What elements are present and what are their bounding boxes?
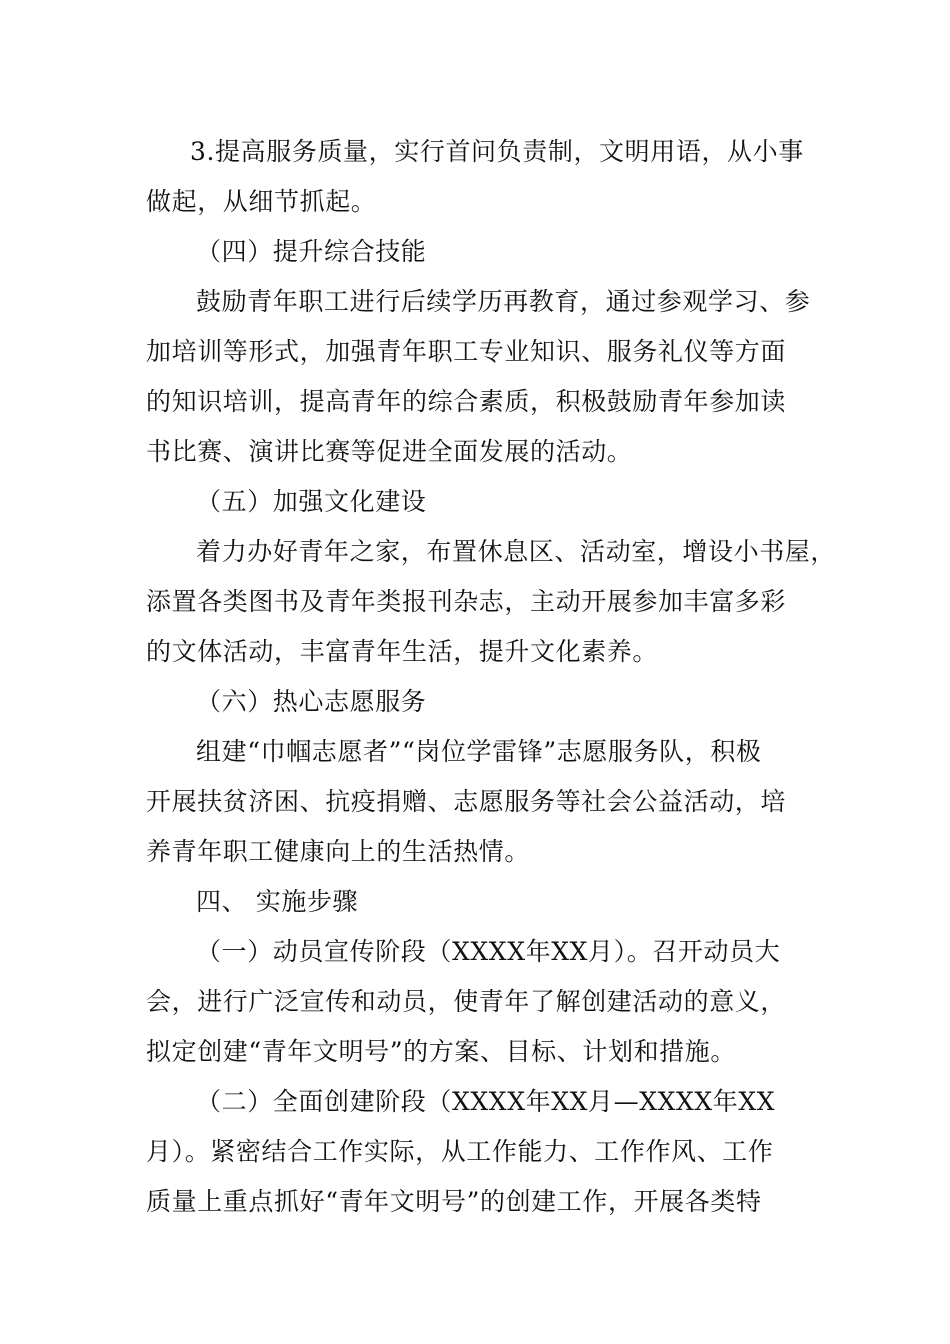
- paragraph-line: 会，进行广泛宣传和动员，使青年了解创建活动的意义，: [146, 987, 787, 1016]
- section-heading: 四、 实施步骤: [196, 887, 359, 916]
- paragraph-line: （二）全面创建阶段（XXXX年XX月—XXXX年XX: [196, 1087, 776, 1116]
- paragraph-line: 着力办好青年之家，布置休息区、活动室，增设小书屋，: [196, 537, 837, 566]
- paragraph-line: 添置各类图书及青年类报刊杂志，主动开展参加丰富多彩: [146, 587, 787, 616]
- paragraph-line: 月）。紧密结合工作实际，从工作能力、工作作风、工作: [146, 1137, 774, 1166]
- paragraph-line: 鼓励青年职工进行后续学历再教育，通过参观学习、参: [196, 287, 811, 316]
- paragraph-line: 开展扶贫济困、抗疫捐赠、志愿服务等社会公益活动，培: [146, 787, 787, 816]
- paragraph-line: 做起，从细节抓起。: [146, 187, 377, 216]
- paragraph-line: 书比赛、演讲比赛等促进全面发展的活动。: [146, 437, 633, 466]
- paragraph-line: 养青年职工健康向上的生活热情。: [146, 837, 531, 866]
- paragraph-line: （一）动员宣传阶段（XXXX年XX月）。召开动员大: [196, 937, 781, 966]
- section-heading: （五）加强文化建设: [196, 487, 427, 516]
- paragraph-line: 拟定创建“青年文明号”的方案、目标、计划和措施。: [146, 1037, 736, 1066]
- paragraph-line: 组建“巾帼志愿者”“岗位学雷锋”志愿服务队，积极: [196, 737, 762, 766]
- paragraph-line: 的文体活动，丰富青年生活，提升文化素养。: [146, 637, 659, 666]
- paragraph-line: 加培训等形式，加强青年职工专业知识、服务礼仪等方面: [146, 337, 787, 366]
- paragraph-line: 质量上重点抓好“青年文明号”的创建工作，开展各类特: [146, 1187, 762, 1216]
- section-heading: （六）热心志愿服务: [196, 687, 427, 716]
- paragraph-line: 的知识培训，提高青年的综合素质，积极鼓励青年参加读: [146, 387, 787, 416]
- section-heading: （四）提升综合技能: [196, 237, 427, 266]
- paragraph-line: 3.提高服务质量，实行首问负责制，文明用语，从小事: [190, 137, 804, 166]
